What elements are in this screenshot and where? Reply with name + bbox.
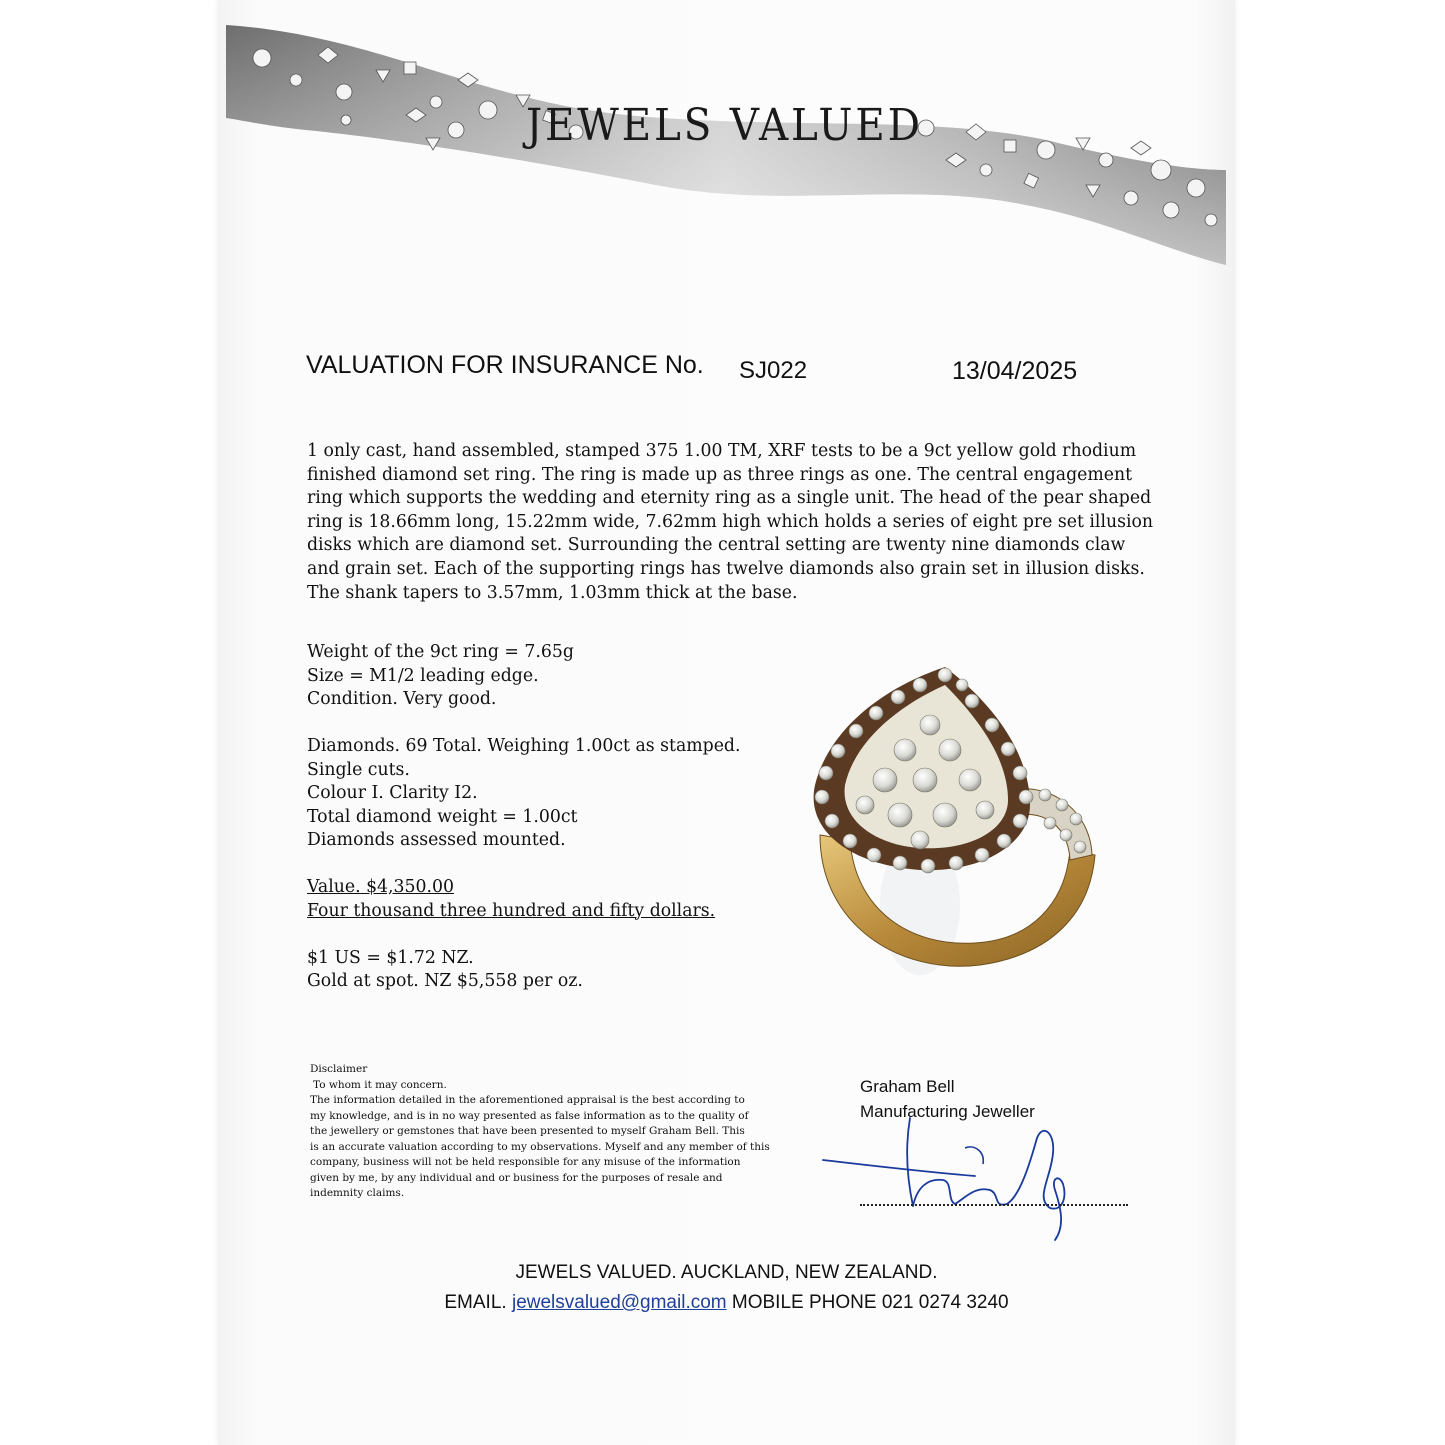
disclaimer-line: my knowledge, and is in no way presented as false information as to the quality of [310, 1109, 749, 1122]
ring-weight: Weight of the 9ct ring = 7.65g [307, 642, 574, 662]
disclaimer-line: given by me, by any individual and or business for the purposes of resale and [310, 1171, 723, 1184]
value-amount: Value. $4,350.00 [307, 877, 455, 897]
email-link[interactable]: jewelsvalued@gmail.com [511, 1292, 727, 1313]
signature-line [860, 1204, 1128, 1206]
ring-condition: Condition. Very good. [307, 689, 497, 709]
value-words: Four thousand three hundred and fifty dollars. [307, 900, 716, 921]
disclaimer-title: Disclaimer [310, 1063, 368, 1075]
phone-number: MOBILE PHONE 021 0274 3240 [731, 1292, 1009, 1313]
disclaimer-line: The information detailed in the aforementioned appraisal is the best according to [310, 1094, 745, 1106]
disclaimer-line: is an accurate valuation according to my observations. Myself and any member of this [310, 1140, 770, 1153]
disclaimer-line: the jewellery or gemstones that have been presented to myself Graham Bell. This [310, 1125, 745, 1137]
diamond-colour-clarity: Colour I. Clarity I2. [307, 783, 478, 803]
disclaimer-line: company, business will not be held responsible for any misuse of the information [310, 1156, 741, 1168]
disclaimer-line: indemnity claims. [310, 1187, 405, 1199]
brand-title: JEWELS VALUED [526, 100, 923, 151]
exchange-rate: $1 US = $1.72 NZ. [307, 947, 474, 968]
footer-address: JEWELS VALUED. AUCKLAND, NEW ZEALAND. [515, 1262, 938, 1283]
disclaimer-block [310, 1062, 830, 1202]
ring-photo [780, 655, 1110, 985]
diamond-cut: Single cuts. [307, 759, 410, 780]
valuation-number: SJ022 [739, 357, 808, 384]
ring-size: Size = M1/2 leading edge. [307, 665, 539, 686]
disclaimer-addressee: To whom it may concern. [313, 1078, 447, 1091]
item-description: 1 only cast, hand assembled, stamped 375 1.00 TM, XRF tests to be a 9ct yellow gold rhodium finished diamond set ring. The ring is made up as three rings as one. The central engagement ring which supports the wedding and eternity ring as a single unit. The head of the pear shaped ring is 18.66mm long, 15.22mm wide, 7.62mm high which holds a series of eight pre set illusion disks which are diamond set. Surrounding the central setting are twenty nine diamonds claw and grain set. Each of the supporting rings has twelve diamonds also grain set in illusion disks. The shank tapers to 3.57mm, 1.03mm thick at the base. [307, 441, 1154, 603]
valuation-date: 13/04/2025 [952, 357, 1078, 385]
valuation-heading: VALUATION FOR INSURANCE No. [306, 351, 704, 379]
gold-spot-price: Gold at spot. NZ $5,558 per oz. [307, 971, 583, 991]
diamond-total-weight: Total diamond weight = 1.00ct [307, 806, 578, 827]
spec-list [307, 641, 740, 994]
email-label: EMAIL. [444, 1292, 507, 1313]
diamond-count: Diamonds. 69 Total. Weighing 1.00ct as stamped. [307, 736, 741, 756]
signer-title: Manufacturing Jeweller [860, 1102, 1035, 1121]
footer-contact [218, 1292, 1235, 1314]
handwritten-signature [815, 1108, 1115, 1248]
diamond-assessment: Diamonds assessed mounted. [307, 830, 566, 850]
signer-name: Graham Bell [860, 1077, 955, 1096]
